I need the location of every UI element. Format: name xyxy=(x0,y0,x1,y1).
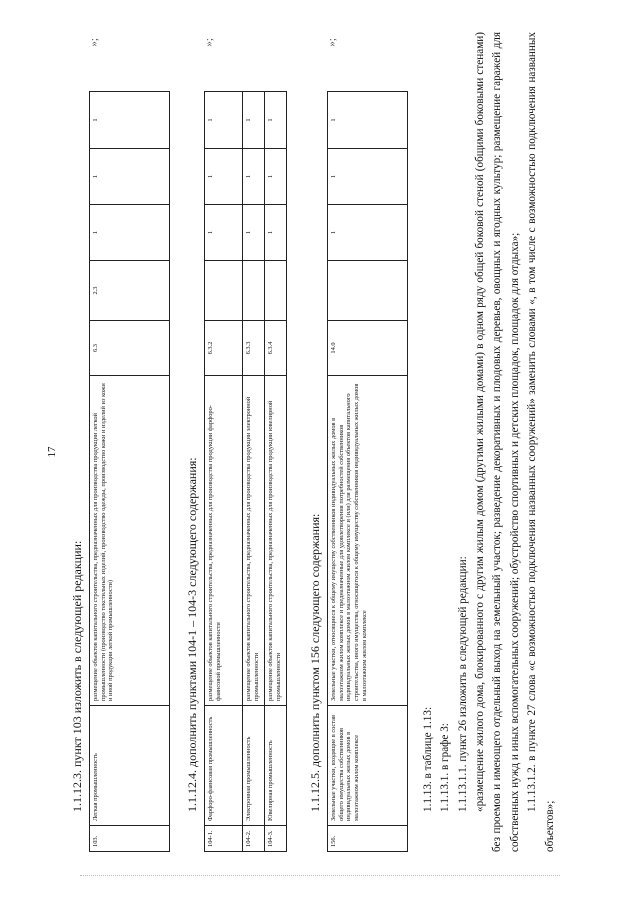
row-value-d: 1 xyxy=(90,92,170,149)
row-name: Электронная промышленность xyxy=(243,706,265,826)
row-number: 156. xyxy=(328,826,408,852)
section-heading: 1.1.12.5. дополнить пунктом 156 следующего содержания: xyxy=(308,513,322,812)
row-code: 6.3.2 xyxy=(205,321,243,376)
document-page xyxy=(40,22,600,882)
row-value-a: 2.3 xyxy=(90,261,170,321)
row-description: Земельные участки, относящиеся к общему имуществу собственников индивидуальных жилых домов в малоэтажном жилом комплексе и предназначенные для удовлетворения потребностей собственников индивидуальных жилых домов в малоэтажном жилом комплексе и (или) для размещения объектов капитального строительства, иного имущества, относящегося к общему имуществу собственников индивидуальных жилых домов в малоэтажном жилом комплексе xyxy=(328,376,408,706)
row-value-a xyxy=(265,261,287,321)
table-row xyxy=(205,92,243,852)
row-value-a xyxy=(328,261,408,321)
row-value-b: 1 xyxy=(243,205,265,261)
table-row xyxy=(265,92,287,852)
section-103 xyxy=(70,32,170,852)
row-description: размещение объектов капитального строительства, предназначенных для производства продукции электронной промышленности xyxy=(243,376,265,706)
row-value-b: 1 xyxy=(265,205,287,261)
body-text xyxy=(420,32,559,852)
row-value-b: 1 xyxy=(205,205,243,261)
section-156 xyxy=(308,32,408,852)
row-description: размещение объектов капитального строительства, предназначенных для производства продукции фарфоро-фаянсовой промышленности xyxy=(205,376,243,706)
row-name: Ювелирная промышленность xyxy=(265,706,287,826)
row-number: 104-3. xyxy=(265,826,287,852)
paragraph: 1.1.13.1.2. в пункте 27 слова «с возможностью подключения названных сооружений» заменить словами «, в том числе с возможностью подключения названных объектов»; xyxy=(526,32,556,852)
row-name: Земельные участки, входящие в состав общего имущества собственников индивидуальных жилых домов в малоэтажном жилом комплексе xyxy=(328,706,408,826)
paragraph: «размещение жилого дома, блокированного с другим жилым домом (другими жилыми домами) в одном ряду общей боковой стеной (общими боковыми стенами) без проемов и имеющего отдельный выход на земельный участок; разведение декоративных и плодовых деревьев, овощных и ягодных культур; размещение гаражей для собственных нужд и иных вспомогательных сооружений; обустройство спортивных и детских площадок, площадок для отдыха»; xyxy=(474,32,521,852)
row-description: размещение объектов капитального строительства, предназначенных для производства продукции легкой промышленности (производство текстильных изделий, производство одежды, производство кожи и изделий из кожи и иной продукции легкой промышленности) xyxy=(90,376,170,706)
row-code: 6.3.3 xyxy=(243,321,265,376)
row-value-d: 1 xyxy=(243,92,265,149)
close-quote: »; xyxy=(88,38,100,47)
row-value-c: 1 xyxy=(90,149,170,205)
row-value-c: 1 xyxy=(243,149,265,205)
row-number: 104-1. xyxy=(205,826,243,852)
row-value-c: 1 xyxy=(265,149,287,205)
paragraph: 1.1.13.1. в графе 3: xyxy=(439,723,452,812)
section-heading: 1.1.12.4. дополнить пунктами 104-1 – 104-3 следующего содержания: xyxy=(185,457,199,812)
row-code: 6.3.4 xyxy=(265,321,287,376)
land-use-table xyxy=(89,91,170,852)
land-use-table xyxy=(204,91,287,852)
row-value-c: 1 xyxy=(205,149,243,205)
row-value-c: 1 xyxy=(328,149,408,205)
section-heading: 1.1.12.3. пункт 103 изложить в следующей редакции: xyxy=(70,540,84,812)
row-code: 6.3 xyxy=(90,321,170,376)
table-row xyxy=(243,92,265,852)
row-number: 104-2. xyxy=(243,826,265,852)
row-value-d: 1 xyxy=(205,92,243,149)
page-number: 17 xyxy=(46,446,58,458)
row-number: 103. xyxy=(90,826,170,852)
binding-line xyxy=(80,874,560,876)
row-value-a xyxy=(205,261,243,321)
paragraph: 1.1.13.1.1. пункт 26 изложить в следующей редакции: xyxy=(456,556,469,812)
row-value-d: 1 xyxy=(328,92,408,149)
land-use-table xyxy=(327,91,408,852)
row-code: 14.0 xyxy=(328,321,408,376)
close-quote: »; xyxy=(203,38,215,47)
row-name: Фарфоро-фаянсовая промышленность xyxy=(205,706,243,826)
section-104 xyxy=(185,32,287,852)
row-value-d: 1 xyxy=(265,92,287,149)
close-quote: »; xyxy=(326,38,338,47)
row-value-b: 1 xyxy=(328,205,408,261)
row-description: размещение объектов капитального строительства, предназначенных для производства продукции ювелирной промышленности xyxy=(265,376,287,706)
row-name: Легкая промышленность xyxy=(90,706,170,826)
table-row xyxy=(328,92,408,852)
paragraph: 1.1.13. в таблице 1.13: xyxy=(422,706,434,812)
row-value-a xyxy=(243,261,265,321)
table-row xyxy=(90,92,170,852)
row-value-b: 1 xyxy=(90,205,170,261)
